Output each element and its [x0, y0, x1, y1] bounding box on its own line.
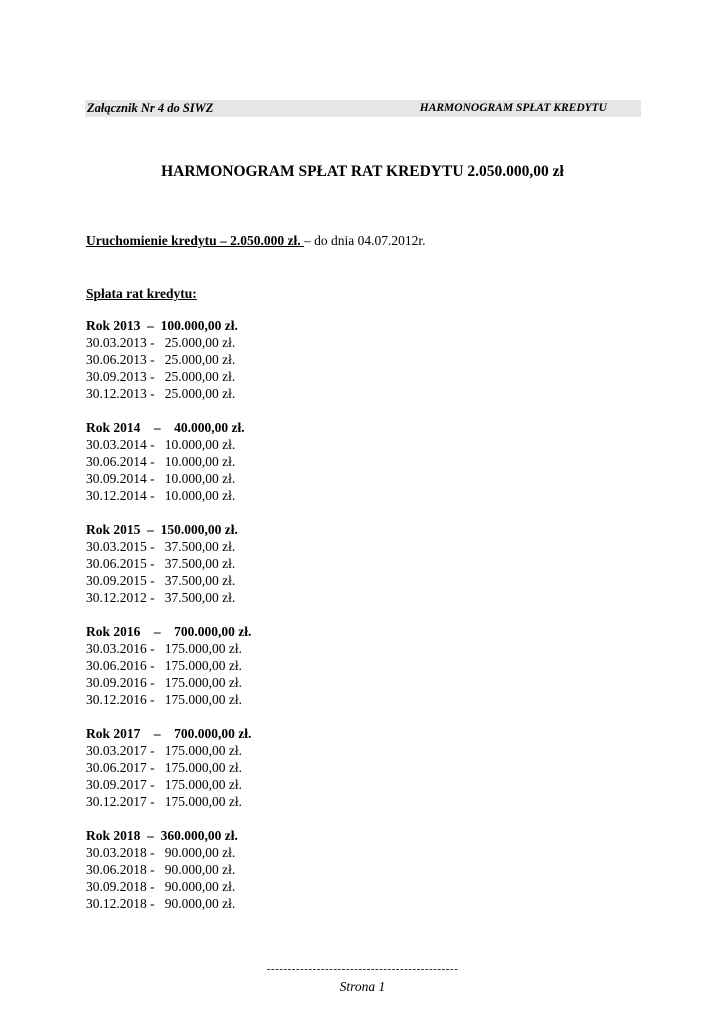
footer-separator: ----------------------------------------------: [266, 963, 459, 975]
year-heading: Rok 2018 – 360.000,00 zł.: [86, 828, 238, 843]
rate-line: 30.03.2018 - 90.000,00 zł.: [86, 845, 236, 860]
rate-line: 30.12.2017 - 175.000,00 zł.: [86, 794, 242, 809]
year-block-2014: [86, 419, 251, 504]
document-header: [85, 100, 641, 117]
rate-line: 30.06.2018 - 90.000,00 zł.: [86, 862, 236, 877]
rate-line: 30.12.2014 - 10.000,00 zł.: [86, 488, 236, 503]
repayment-heading: Spłata rat kredytu:: [86, 286, 197, 301]
rate-line: 30.06.2015 - 37.500,00 zł.: [86, 556, 236, 571]
rate-line: 30.03.2015 - 37.500,00 zł.: [86, 539, 236, 554]
activation-label: Uruchomienie kredytu – 2.050.000 zł.: [86, 233, 304, 248]
loan-activation-line: [86, 232, 426, 250]
year-block-2018: [86, 827, 251, 912]
year-heading: Rok 2017 – 700.000,00 zł.: [86, 726, 252, 741]
activation-date: – do dnia 04.07.2012r.: [304, 233, 426, 248]
rate-line: 30.06.2016 - 175.000,00 zł.: [86, 658, 242, 673]
rate-line: 30.09.2014 - 10.000,00 zł.: [86, 471, 236, 486]
rate-line: 30.06.2014 - 10.000,00 zł.: [86, 454, 236, 469]
repayment-schedule: [86, 317, 251, 929]
year-block-2016: [86, 623, 251, 708]
year-heading: Rok 2013 – 100.000,00 zł.: [86, 318, 238, 333]
rate-line: 30.12.2012 - 37.500,00 zł.: [86, 590, 236, 605]
rate-line: 30.12.2016 - 175.000,00 zł.: [86, 692, 242, 707]
rate-line: 30.12.2018 - 90.000,00 zł.: [86, 896, 236, 911]
year-block-2013: [86, 317, 251, 402]
rate-line: 30.09.2013 - 25.000,00 zł.: [86, 369, 236, 384]
page-number: Strona 1: [339, 979, 386, 994]
year-block-2015: [86, 521, 251, 606]
rate-line: 30.03.2016 - 175.000,00 zł.: [86, 641, 242, 656]
rate-line: 30.09.2017 - 175.000,00 zł.: [86, 777, 242, 792]
rate-line: 30.03.2017 - 175.000,00 zł.: [86, 743, 242, 758]
rate-line: 30.03.2014 - 10.000,00 zł.: [86, 437, 236, 452]
rate-line: 30.03.2013 - 25.000,00 zł.: [86, 335, 236, 350]
page-title: HARMONOGRAM SPŁAT RAT KREDYTU 2.050.000,00 zł: [161, 163, 564, 180]
attachment-label: Załącznik Nr 4 do SIWZ: [87, 101, 214, 115]
year-heading: Rok 2016 – 700.000,00 zł.: [86, 624, 252, 639]
header-document-title: HARMONOGRAM SPŁAT KREDYTU: [419, 102, 607, 114]
rate-line: 30.12.2013 - 25.000,00 zł.: [86, 386, 236, 401]
year-heading: Rok 2014 – 40.000,00 zł.: [86, 420, 245, 435]
rate-line: 30.09.2016 - 175.000,00 zł.: [86, 675, 242, 690]
year-heading: Rok 2015 – 150.000,00 zł.: [86, 522, 238, 537]
rate-line: 30.09.2018 - 90.000,00 zł.: [86, 879, 236, 894]
rate-line: 30.06.2013 - 25.000,00 zł.: [86, 352, 236, 367]
rate-line: 30.09.2015 - 37.500,00 zł.: [86, 573, 236, 588]
rate-line: 30.06.2017 - 175.000,00 zł.: [86, 760, 242, 775]
year-block-2017: [86, 725, 251, 810]
